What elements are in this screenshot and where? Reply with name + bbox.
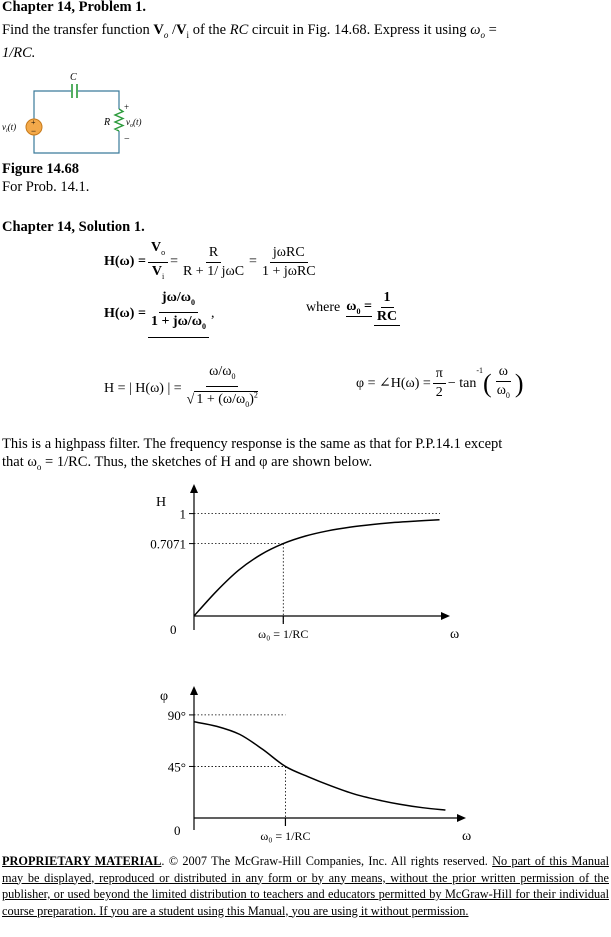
eq4-inverse: -1: [476, 366, 484, 375]
eq4-paren-open: (: [483, 368, 492, 398]
y-tick-label: 45°: [167, 759, 186, 775]
rc-italic: RC: [229, 22, 249, 38]
problem-heading: Chapter 14, Problem 1.: [2, 0, 147, 15]
magnitude-curve: [194, 520, 440, 616]
eq2-where: where: [306, 300, 341, 315]
output-plus: +: [124, 102, 130, 112]
equation-magnitude: [104, 364, 263, 413]
eq2-omega0: $\omega_0$ =: [346, 299, 372, 316]
origin-label: 0: [174, 823, 181, 838]
solution-text-line2-end: . Thus, the sketches of H and φ are shown below.: [87, 454, 373, 470]
vi-symbol: V: [176, 22, 187, 38]
solution-text-line1: This is a highpass filter. The frequency response is the same as that for P.P.14.1 except: [2, 436, 503, 452]
y-tick-label: 1: [179, 506, 186, 522]
solution-text-rc: = 1/RC: [41, 454, 88, 470]
footer-copyright: . © 2007 The McGraw-Hill Companies, Inc. All rights reserved.: [161, 854, 493, 868]
eq1-equals: =: [249, 254, 257, 270]
solution-heading: Chapter 14, Solution 1.: [2, 219, 145, 235]
problem-statement: [2, 21, 607, 62]
phase-chart: [140, 680, 470, 845]
statement-text: of the: [189, 22, 230, 38]
eq4-paren-close: ): [514, 368, 524, 398]
eq1-fraction-r: $\frac{R}{\text{R + 1/ jωC}}$: [182, 244, 245, 279]
eq1-fraction-jwrc: $\frac{\text{jωRC}}{\text{1 + jωRC}}$: [261, 244, 316, 279]
equation-normalized: [104, 290, 214, 338]
slash: /: [168, 22, 177, 38]
eq4-lhs: φ = ∠H(ω) =: [356, 376, 431, 392]
eq3-lhs: H = | H(ω) | =: [104, 380, 182, 396]
eq2-rc-fraction: $\frac{1}{RC}$: [374, 290, 400, 326]
wire-bottom: [34, 131, 119, 153]
x-tick-label: ω₀ = 1/RC: [258, 627, 309, 641]
phase-curve: [194, 722, 445, 810]
eq1-lhs: H(ω) =: [104, 254, 146, 270]
resistor-zigzag: [115, 109, 123, 131]
source-label: $v_i(t)$: [2, 122, 17, 134]
eq2-fraction: $\frac{j\omega/\omega_0}{1 + j\omega/\omega_0}$: [148, 290, 209, 338]
eq1-fraction-v: $\frac{V_o}{V_i}$: [148, 240, 168, 285]
equation-where-omega0: [306, 290, 402, 326]
source-minus: −: [31, 126, 37, 136]
eq1-equals: =: [170, 254, 178, 270]
wire-top-right: [78, 91, 119, 109]
eq2-comma: ,: [210, 305, 215, 321]
output-label: $v_o(t)$: [126, 117, 142, 129]
omega-sub: o: [36, 461, 42, 472]
solution-text-line2: that: [2, 454, 28, 470]
vo-sub: o: [163, 29, 169, 40]
omega-symbol: ω: [27, 454, 37, 470]
vo-symbol: V: [153, 22, 164, 38]
eq4-minus-tan: − tan: [447, 375, 477, 391]
x-axis-label: ω: [462, 829, 472, 844]
resistor-label: R: [104, 117, 111, 128]
figure-subcaption: For Prob. 14.1.: [2, 179, 90, 195]
output-minus: −: [124, 134, 130, 145]
y-axis-label: H: [156, 495, 167, 510]
eq2-lhs: H(ω) =: [104, 305, 146, 321]
footer-notice: No part of this Manual may be displayed, reproduced or distributed in any form or by any means, without the prior written permission of the publisher, or used beyond the limited distribution to teachers and educators permitted by McGraw-Hill for their individual course preparation. If you are a student using this Manual, you are using it without permission.: [2, 854, 609, 918]
statement-text: 1/RC.: [2, 44, 36, 61]
capacitor-label: C: [70, 72, 77, 83]
footer-bold: PROPRIETARY MATERIAL: [2, 854, 162, 868]
x-axis-arrow-icon: [457, 814, 466, 822]
omega0-symbol: ω: [470, 22, 481, 38]
source-plus: +: [31, 118, 36, 127]
eq4-omega-fraction: $\frac{\omega}{\omega_0}$: [496, 364, 510, 400]
x-axis-label: ω: [450, 627, 460, 642]
figure-caption: Figure 14.68: [2, 161, 80, 177]
wire-top-left: [34, 91, 71, 120]
equation-transfer-function: [104, 240, 321, 285]
y-axis-arrow-icon: [190, 686, 198, 695]
copyright-footer: [2, 853, 609, 919]
origin-label: 0: [170, 622, 177, 637]
magnitude-chart: [140, 478, 470, 648]
eq4-pi-fraction: $\frac{\pi}{2}$: [433, 366, 446, 401]
x-tick-label: ω₀ = 1/RC: [260, 829, 311, 843]
eq3-fraction: $\frac{\omega/\omega_0}{√ 1 + (\omega/\omega_0)^2}$: [186, 364, 258, 410]
x-axis-arrow-icon: [441, 612, 450, 620]
y-tick-label: 90°: [167, 707, 186, 723]
omega0-sub: o: [480, 29, 485, 40]
statement-text: =: [484, 22, 497, 38]
statement-text: Find the transfer function: [2, 22, 154, 38]
y-axis-arrow-icon: [190, 484, 198, 493]
solution-text: [2, 435, 609, 476]
vi-sub: i: [186, 29, 190, 40]
y-tick-label: 0.7071: [150, 536, 186, 552]
statement-text: circuit in Fig. 14.68. Express it using: [248, 22, 471, 38]
rc-circuit-diagram: [0, 68, 200, 160]
equation-phase: [356, 364, 524, 404]
y-axis-label: φ: [160, 689, 169, 704]
